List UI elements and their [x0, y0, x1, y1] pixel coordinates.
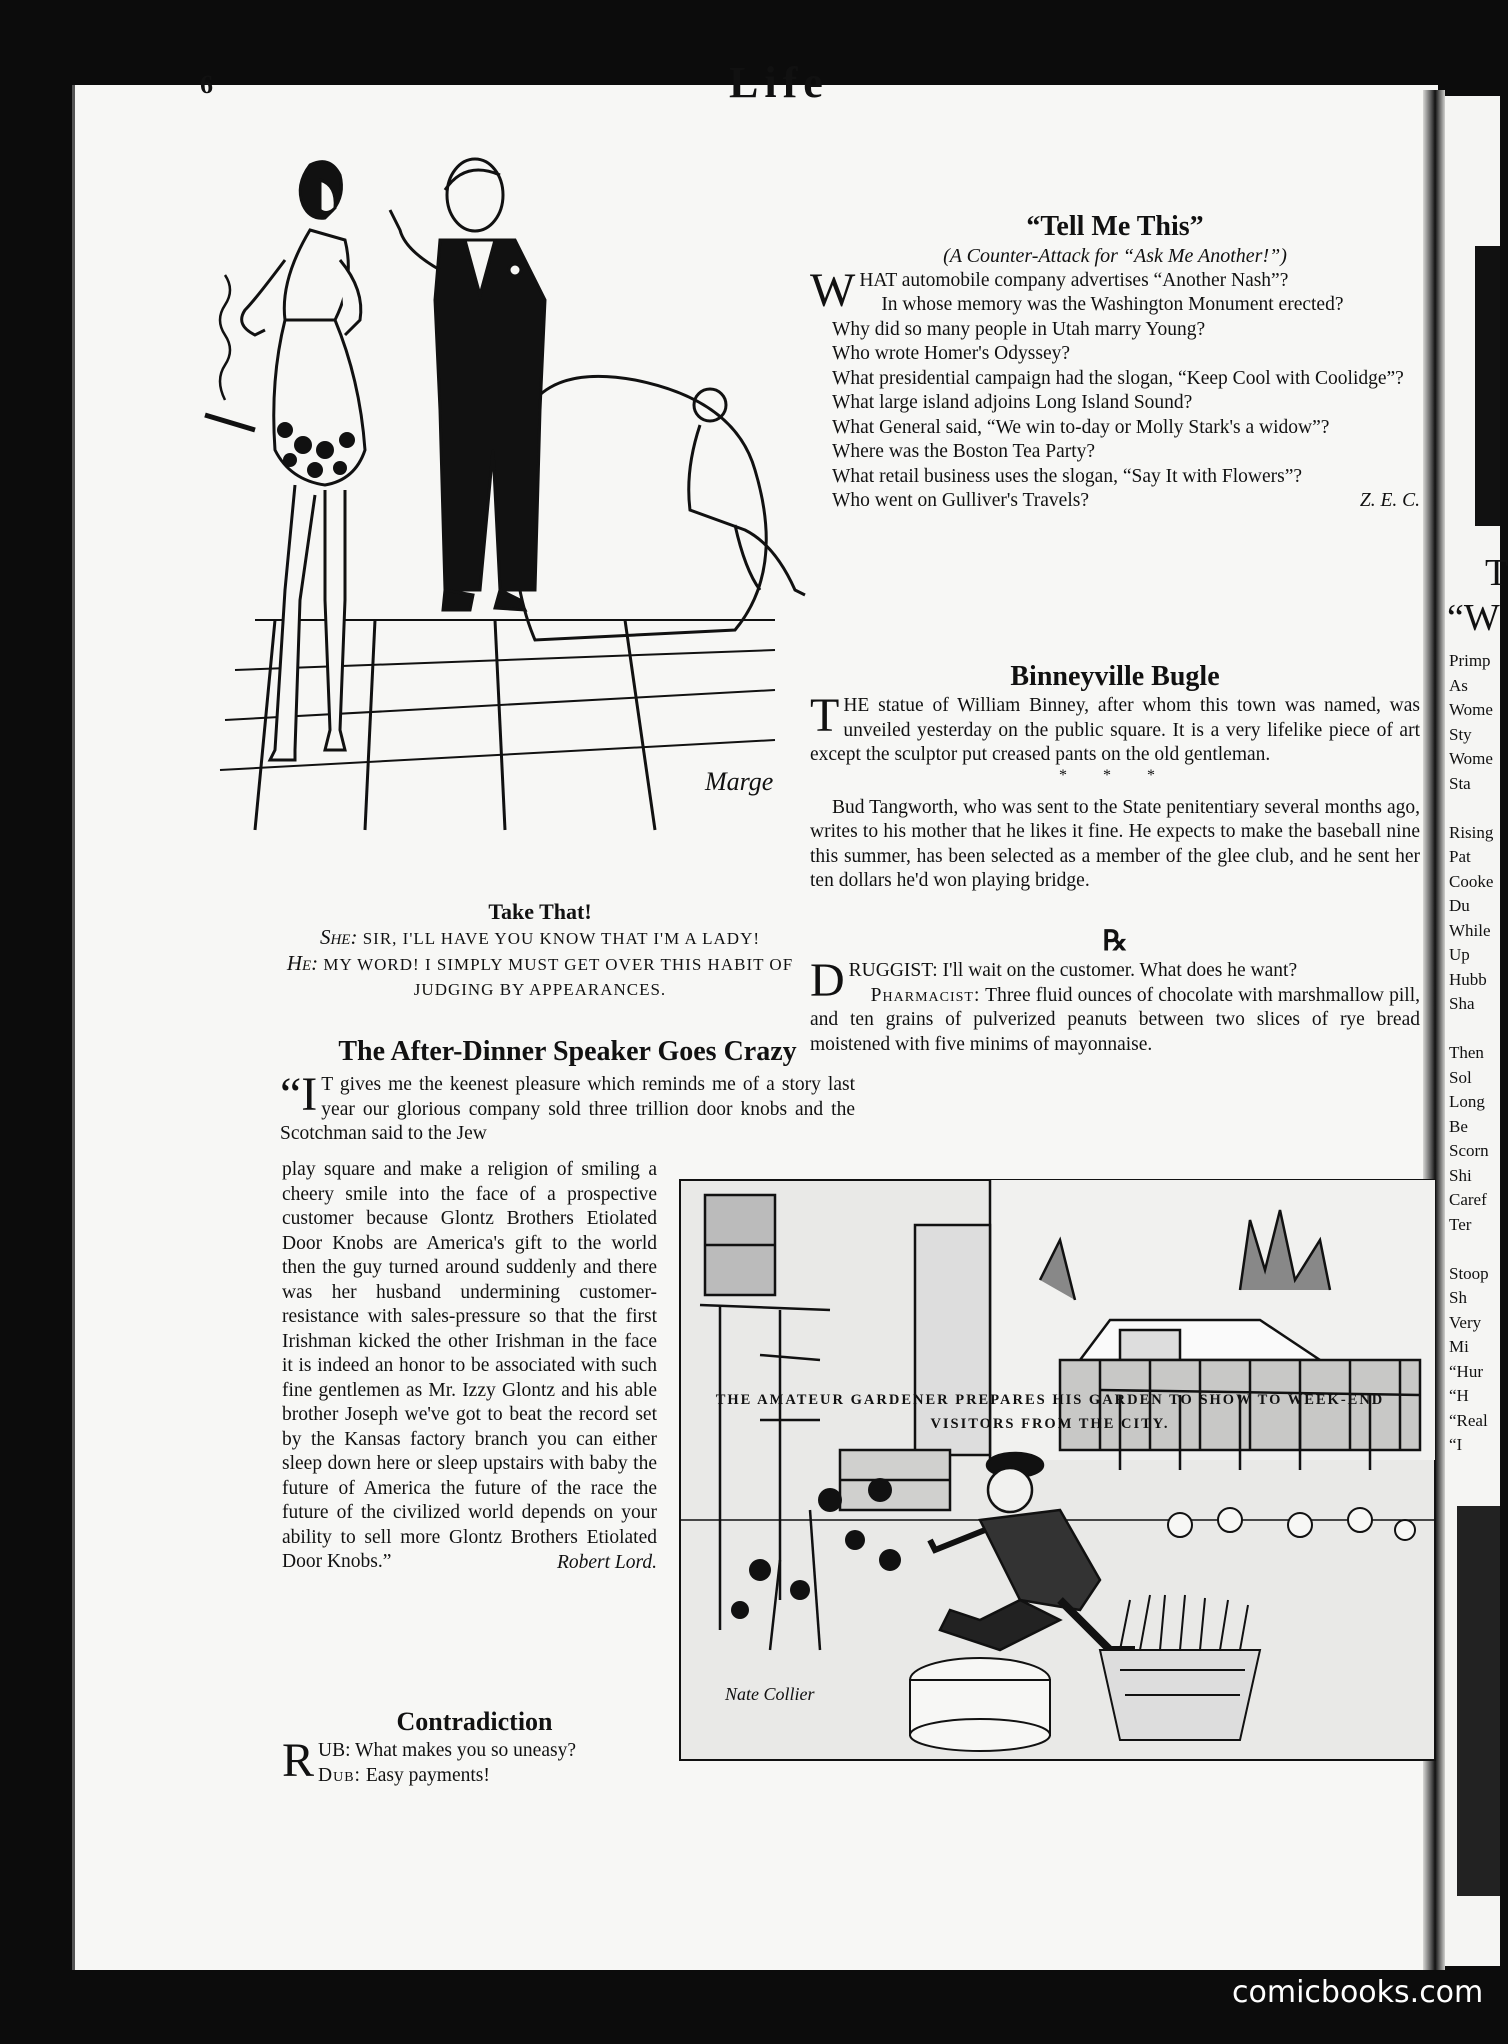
question-item: What large island adjoins Long Island Sound? — [832, 392, 1193, 413]
article-contradiction — [282, 1705, 667, 1788]
paragraph-text: RUGGIST: I'll wait on the customer. What does he want? — [848, 960, 1298, 981]
next-page-line: Sh — [1449, 1288, 1467, 1307]
next-page-line: Hubb — [1449, 969, 1487, 989]
next-page-letter: “W — [1447, 597, 1500, 639]
next-page-line: “Hur — [1449, 1361, 1483, 1381]
cartoon-illustration-gardener — [680, 1180, 1435, 1760]
next-page-line: Scorn — [1449, 1141, 1489, 1160]
article-prescription — [810, 925, 1420, 1057]
section-divider: * * * — [1059, 766, 1171, 784]
paragraph-text: Easy payments! — [365, 1764, 490, 1786]
question-item: Why did so many people in Utah marry Young? — [832, 318, 1206, 340]
article-paragraph: play square and make a religion of smiling a cheery smile into the face of a prospective customer because Glontz Brothers Etiolated Door Knobs are America's gift to the world then the guy turned around suddenly and there was her husband undermining customer-resistance with sales-pressure so that the first Irishman kicked the other Irishman in the face it is indeed an honor to be associated with such fine gentlemen as Mr. Izzy Glontz and his able brother Joseph we've got to beat the record set by the Kansas factory branch you can either sleep down here or sleep upstairs with baby the future of America the future of the race the future of the civilized world depends on your ability to sell more Glontz Brothers Etiolated Door Knobs.” — [282, 1159, 657, 1572]
caption-title: Take That! — [488, 899, 592, 924]
cartoon-illustration-lady — [215, 150, 790, 840]
next-page-line: Ter — [1449, 1214, 1472, 1234]
article-after-dinner-body — [282, 1158, 657, 1575]
next-page-line: Very — [1449, 1312, 1482, 1332]
next-page-line: “H — [1449, 1386, 1469, 1405]
next-page-line: Pat — [1449, 847, 1471, 866]
article-paragraph — [810, 489, 1420, 514]
article-title: Binneyville Bugle — [1010, 661, 1220, 692]
watermark: comicbooks.com — [1232, 1975, 1484, 2010]
next-page-line: Primp — [1449, 651, 1491, 670]
next-page-line: Stoop — [1449, 1263, 1489, 1283]
drop-cap: D — [810, 954, 845, 1007]
caption-text: SIR, I'LL HAVE YOU KNOW THAT I'M A LADY! — [362, 928, 761, 948]
next-page-illustration — [1475, 246, 1500, 526]
cartoon-signature: Nate Collier — [725, 1684, 815, 1704]
article-title: “Tell Me This” — [1026, 211, 1204, 242]
next-page-illustration — [1457, 1506, 1500, 1896]
next-page-line: As — [1449, 675, 1468, 695]
next-page-line: Sha — [1449, 994, 1475, 1013]
paragraph-text: UB: What makes you so uneasy? — [318, 1740, 576, 1761]
rx-symbol: ℞ — [1102, 926, 1128, 957]
next-page-line: Then — [1449, 1043, 1484, 1062]
cartoon-caption — [215, 899, 865, 1007]
cartoon-caption — [690, 1388, 1410, 1436]
next-page-line: Long — [1449, 1092, 1485, 1111]
next-page-line: Sta — [1449, 773, 1471, 793]
drop-cap: W — [810, 263, 856, 317]
speaker-label: She: — [319, 924, 358, 949]
next-page-line: “Real — [1449, 1410, 1488, 1430]
question-item: Who wrote Homer's Odyssey? — [832, 343, 1070, 364]
next-page-line: Sol — [1449, 1067, 1472, 1087]
next-page-line: “I — [1449, 1435, 1463, 1454]
paragraph-text: T gives me the keenest pleasure which reminds me of a story last year our glorious company sold three trillion door knobs and the Scotchman said to the Jew — [280, 1074, 855, 1144]
paragraph-text: Who went on Gulliver's Travels? — [832, 490, 1089, 511]
question-item: What General said, “We win to-day or Molly Stark's a widow”? — [832, 416, 1330, 438]
next-page-line: Up — [1449, 945, 1470, 964]
caption-line-she — [215, 925, 865, 952]
paragraph-text: HE statue of William Binney, after whom this town was named, was unveiled yesterday on the public square. It is a very lifelike piece of art except the sculptor put creased pants on the old gentleman. — [810, 695, 1420, 765]
page-number: 6 — [200, 70, 213, 99]
next-page-line: Cooke — [1449, 871, 1494, 891]
article-paragraph: Bud Tangworth, who was sent to the State penitentiary several months ago, writes to his mother that he likes it fine. He expects to make the baseball nine this summer, has been selected as a member of the glee club, and he sent her ten dollars he'd won playing bridge. — [810, 796, 1420, 891]
caption-line: THE AMATEUR GARDENER PREPARES HIS GARDEN TO SHOW TO WEEK-END — [715, 1392, 1385, 1408]
masthead: Life — [729, 58, 829, 107]
question-item: What retail business uses the slogan, “Say It with Flowers”? — [832, 465, 1303, 487]
caption-line-he — [215, 951, 865, 978]
article-after-dinner-speaker — [280, 1035, 855, 1147]
signature: Z. E. C. — [1359, 490, 1420, 511]
drop-cap: T — [810, 689, 840, 742]
speaker-label: Pharmacist: — [870, 984, 981, 1006]
article-subtitle: (A Counter-Attack for “Ask Me Another!”) — [943, 245, 1287, 267]
signature: Robert Lord. — [556, 1551, 657, 1573]
next-page-line: Rising — [1449, 822, 1494, 842]
article-paragraph — [280, 1068, 855, 1147]
caption-line: VISITORS FROM THE CITY. — [930, 1416, 1170, 1432]
caption-line-he-cont: JUDGING BY APPEARANCES. — [413, 979, 667, 999]
next-page-line: Sty — [1449, 724, 1472, 744]
next-page-letter: T — [1485, 552, 1508, 594]
next-page-line: Shi — [1449, 1165, 1472, 1185]
next-page-line: Be — [1449, 1116, 1468, 1136]
question-item: Where was the Boston Tea Party? — [832, 441, 1096, 462]
article-binneyville-bugle — [810, 660, 1420, 894]
next-page-line: Du — [1449, 896, 1470, 915]
article-tell-me-this — [810, 210, 1420, 514]
paragraph-text: HAT automobile company advertises “Another Nash”? — [859, 269, 1289, 291]
question-list — [810, 293, 1420, 489]
next-page-line: Wome — [1449, 700, 1493, 719]
question-item: What presidential campaign had the slogan, “Keep Cool with Coolidge”? — [832, 367, 1404, 389]
question-item: In whose memory was the Washington Monument erected? — [881, 294, 1344, 315]
next-page-line: Wome — [1449, 749, 1493, 768]
cartoon-signature: Marge — [705, 767, 774, 796]
next-page-edge — [1445, 96, 1508, 1966]
next-page-line: Mi — [1449, 1337, 1469, 1356]
article-paragraph — [810, 689, 1420, 768]
speaker-label: Dub: — [318, 1764, 361, 1786]
next-page-line: While — [1449, 920, 1491, 940]
caption-text: MY WORD! I SIMPLY MUST GET OVER THIS HABIT OF — [323, 955, 794, 974]
article-paragraph — [810, 984, 1420, 1058]
speaker-label: He: — [286, 951, 319, 975]
next-page-line: Caref — [1449, 1190, 1487, 1209]
article-paragraph — [282, 1764, 667, 1789]
article-title: The After-Dinner Speaker Goes Crazy — [338, 1036, 797, 1067]
drop-cap: “I — [280, 1068, 318, 1121]
paragraph-text: Three fluid ounces of chocolate with marshmallow pill, and ten grains of pulverized peanuts between two slices of rye bread moistened with five minims of mayonnaise. — [810, 984, 1420, 1055]
drop-cap: R — [282, 1734, 315, 1787]
article-title: Contradiction — [396, 1707, 553, 1736]
